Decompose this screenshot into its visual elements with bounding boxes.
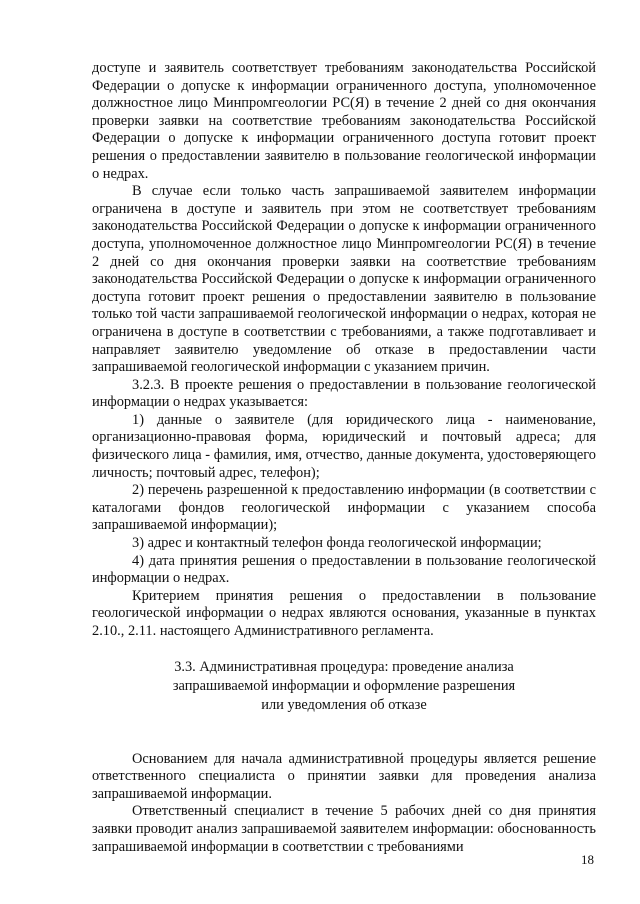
list-item-1: 1) данные о заявителе (для юридического лица - наименование, организационно-правовая форма, юридический и почтовый адреса; для физического лица - фамилия, имя, отчество, данные документа, удостоверяющего личность; почтовый адрес, телефон);: [92, 411, 596, 481]
section-heading-3-3: [92, 658, 596, 715]
paragraph-basis: Основанием для начала административной процедуры является решение ответственного специалиста о принятии заявки для проведения анализа запрашиваемой информации.: [92, 750, 596, 802]
list-item-4: 4) дата принятия решения о предоставлении в пользование геологической информации о недрах.: [92, 552, 596, 587]
heading-line-1: 3.3. Административная процедура: проведение анализа: [174, 658, 514, 675]
paragraph-partial-restriction: В случае если только часть запрашиваемой заявителем информации ограничена в доступе и заявитель при этом не соответствует требованиям законодательства Российской Федерации о допуске к информации ограниченного доступа, уполномоченное должностное лицо Минпромгеологии РС(Я) в течение 2 дней со дня окончания проверки заявки на соответствие требованиям законодательства Российской Федерации о допуске к информации ограниченного доступа готовит проект решения о предоставлении заявителю в пользование только той части запрашиваемой геологической информации о недрах, которая не ограничена в доступе в соответствии с требованиями, а также подготавливает и направляет заявителю уведомление об отказе в предоставлении части запрашиваемой геологической информации с указанием причин.: [92, 183, 596, 376]
paragraph-continuation: доступе и заявитель соответствует требованиям законодательства Российской Федерации о допуске к информации ограниченного доступа, уполномоченное должностное лицо Минпромгеологии РС(Я) в течение 2 дней со дня окончания проверки заявки на соответствие требованиям законодательства Российской Федерации о допуске к информации ограниченного доступа готовит проект решения о предоставлении заявителю в пользование геологической информации о недрах.: [92, 60, 596, 182]
document-body: [92, 60, 596, 856]
list-item-2: 2) перечень разрешенной к предоставлению информации (в соответствии с каталогами фондов геологической информации с указанием способа запрашиваемой информации);: [92, 482, 596, 534]
heading-line-2: запрашиваемой информации и оформление разрешения: [172, 677, 516, 694]
paragraph-specialist: Ответственный специалист в течение 5 рабочих дней со дня принятия заявки проводит анализ запрашиваемой заявителем информации: обоснованность запрашиваемой информации в соответствии с требованиями: [92, 803, 596, 855]
paragraph-criterion: Критерием принятия решения о предоставлении в пользование геологической информации о недрах являются основания, указанные в пунктах 2.10., 2.11. настоящего Административного регламента.: [92, 587, 596, 639]
paragraph-section-3-2-3: 3.2.3. В проекте решения о предоставлении в пользование геологической информации о недрах указывается:: [92, 376, 596, 411]
list-item-3: 3) адрес и контактный телефон фонда геологической информации;: [132, 535, 542, 552]
page-number: 18: [581, 852, 594, 867]
heading-line-3: или уведомления об отказе: [261, 696, 427, 713]
